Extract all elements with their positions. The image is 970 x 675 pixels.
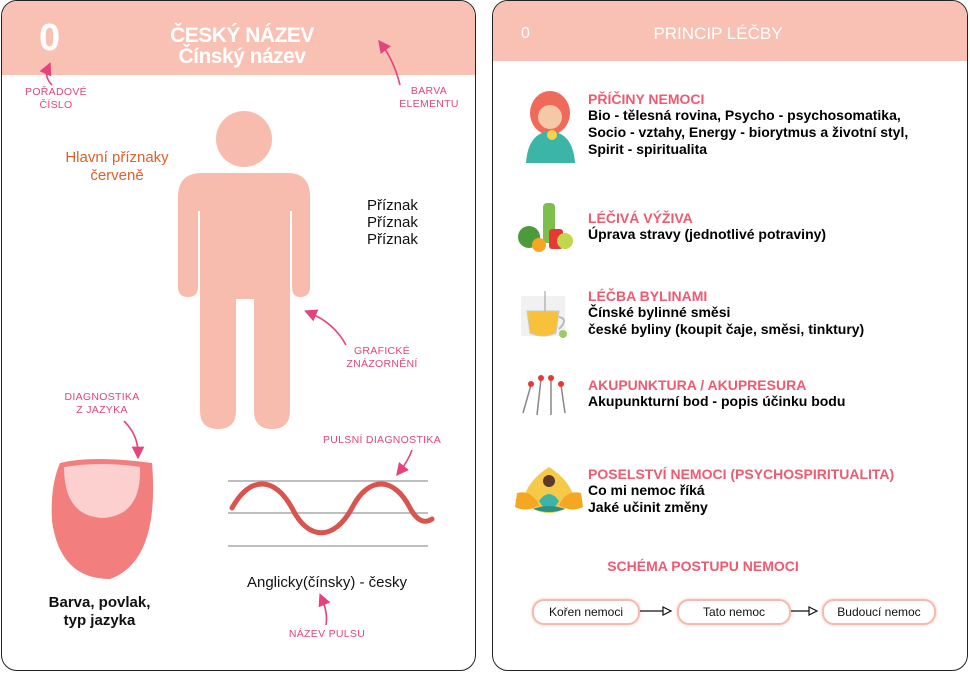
note-pulse: PULSNÍ DIAGNOSTIKA <box>322 434 441 446</box>
card-number: 0 <box>521 25 530 42</box>
tongue-icon <box>52 459 153 579</box>
meditation-icon <box>515 467 583 513</box>
flow-arrow-icon <box>640 607 671 615</box>
human-figure-icon <box>178 111 310 429</box>
scheme-step-current: Tato nemoc <box>677 599 791 625</box>
arrow-icon <box>400 450 412 471</box>
note-element-color: BARVA ELEMENTU <box>399 85 459 110</box>
chinese-name: Čínský název <box>178 45 306 68</box>
note-graphic: GRAFICKÉ ZNÁZORNĚNÍ <box>346 345 418 370</box>
vegetables-icon <box>518 203 573 252</box>
main-symptoms-label: Hlavní příznaky červeně <box>65 149 169 184</box>
tongue-caption: Barva, povlak, typ jazyka <box>48 594 151 629</box>
herbal-tea-icon <box>521 291 567 338</box>
symptom-item: Příznak <box>367 231 418 248</box>
arrow-icon <box>382 45 400 85</box>
section-message: POSELSTVÍ NEMOCI (PSYCHOSPIRITUALITA) Co mi nemoc říká Jaké učinit změny <box>588 466 895 515</box>
pulse-wave-icon <box>228 481 432 546</box>
right-card-graphics <box>493 1 968 671</box>
section-herbs: LÉČBA BYLINAMI Čínské bylinné směsi české byliny (koupit čaje, směsi, tinktury) <box>588 288 865 337</box>
note-tongue: DIAGNOSTIKA Z JAZYKA <box>64 391 140 416</box>
scheme-title: SCHÉMA POSTUPU NEMOCI <box>607 558 799 574</box>
czech-name: ČESKÝ NÁZEV <box>170 24 314 47</box>
arrow-icon <box>124 421 138 453</box>
section-causes: PŘÍČINY NEMOCI Bio - tělesná rovina, Psycho - psychosomatika, Socio - vztahy, Energy - biorytmus a životní styl, Spirit - spiritualita <box>588 91 909 157</box>
arrow-icon <box>47 68 52 85</box>
arrow-icon <box>322 599 327 625</box>
treatment-title: PRINCIP LÉČBY <box>653 24 783 43</box>
scheme-step-root: Kořen nemoci <box>532 599 640 625</box>
card-number: 0 <box>39 17 61 59</box>
note-number: POŘADOVÉ ČÍSLO <box>25 86 87 111</box>
pulse-name: Anglicky(čínsky) - česky <box>246 574 408 591</box>
disease-card-back <box>492 0 968 671</box>
acupuncture-needles-icon <box>523 375 565 415</box>
flow-arrow-icon <box>791 607 817 615</box>
scheme-step-future: Budoucí nemoc <box>822 599 936 625</box>
section-acupuncture: AKUPUNKTURA / AKUPRESURA Akupunkturní bod - popis účinku bodu <box>588 377 846 409</box>
disease-card-front <box>1 0 476 671</box>
section-nutrition: LÉČIVÁ VÝŽIVA Úprava stravy (jednotlivé potraviny) <box>588 210 827 242</box>
note-pulse-name: NÁZEV PULSU <box>288 628 366 640</box>
left-card-graphics <box>2 1 476 671</box>
woman-eating-icon <box>526 91 575 163</box>
symptom-item: Příznak <box>367 197 418 214</box>
arrow-icon <box>310 313 346 345</box>
symptom-item: Příznak <box>367 214 418 231</box>
